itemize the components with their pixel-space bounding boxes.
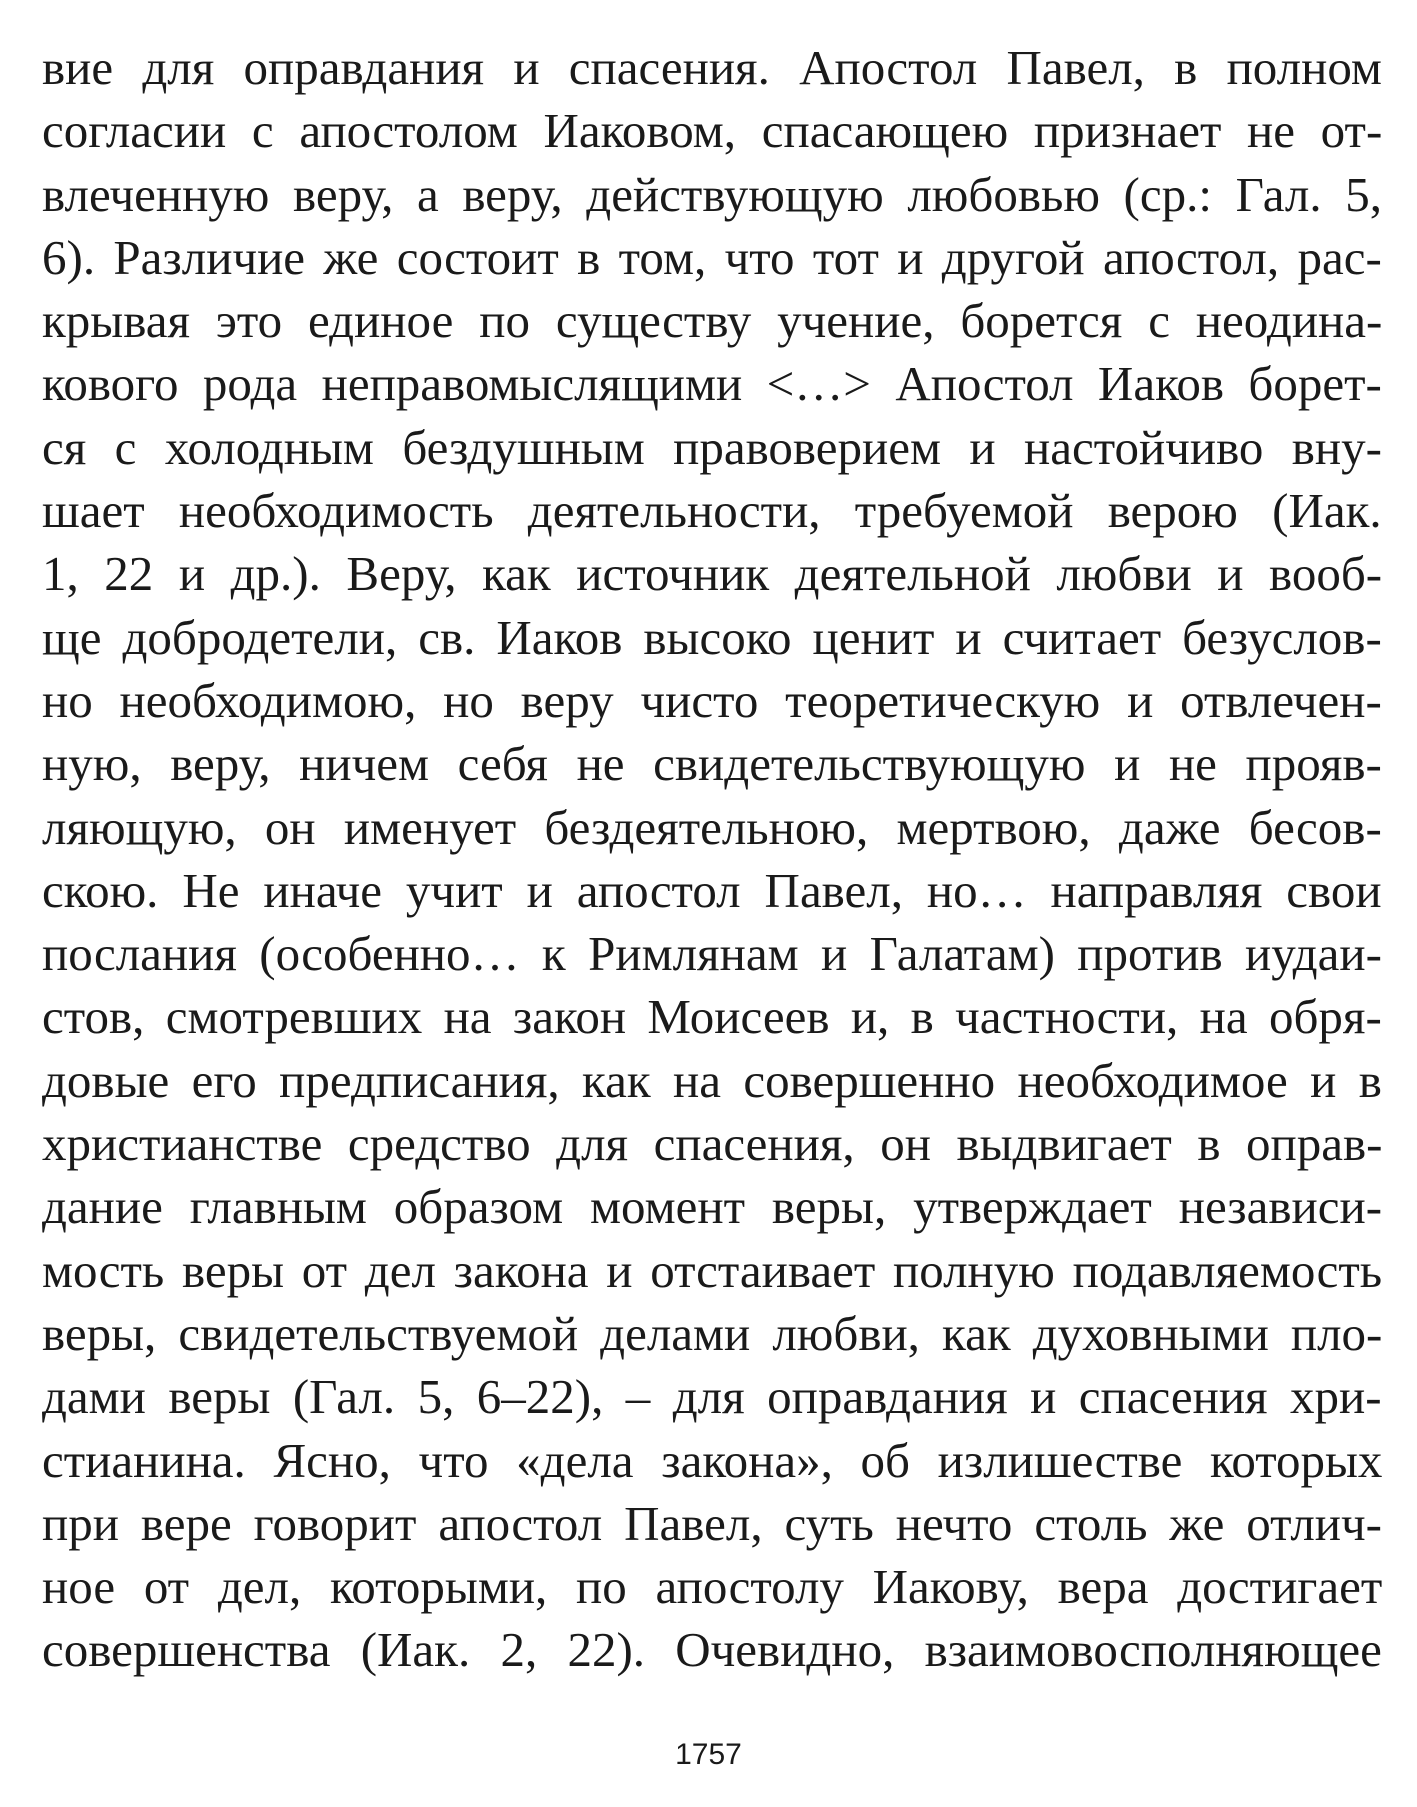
page-text-block bbox=[42, 36, 1382, 1682]
text-line: стианина. Ясно, что «дела закона», об излишестве которых bbox=[42, 1432, 1383, 1488]
text-line: при вере говорит апостол Павел, суть нечто столь же отлич- bbox=[42, 1495, 1382, 1551]
text-line: ще добродетели, св. Иаков высоко ценит и считает безуслов- bbox=[42, 609, 1382, 665]
text-line: послания (особенно… к Римлянам и Галатам) против иудаи- bbox=[42, 926, 1382, 982]
text-line: скою. Не иначе учит и апостол Павел, но… направляя свои bbox=[42, 862, 1382, 918]
text-line: кового рода неправомыслящими <…> Апостол Иаков борет- bbox=[42, 356, 1382, 412]
text-line: дание главным образом момент веры, утверждает независи- bbox=[42, 1179, 1383, 1235]
text-line: шает необходимость деятельности, требуемой верою (Иак. bbox=[42, 483, 1382, 539]
text-line: довые его предписания, как на совершенно необходимое и в bbox=[42, 1052, 1382, 1108]
page-number: 1757 bbox=[675, 1738, 742, 1771]
text-line: ное от дел, которыми, по апостолу Иакову, вера достигает bbox=[42, 1559, 1383, 1615]
text-line: ся с холодным бездушным правоверием и настойчиво вну- bbox=[42, 419, 1382, 475]
text-line: дами веры (Гал. 5, 6–22), – для оправдания и спасения хри- bbox=[42, 1369, 1382, 1425]
text-line: стов, смотревших на закон Моисеев и, в частности, на обря- bbox=[42, 989, 1382, 1045]
text-line: влеченную веру, а веру, действующую любовью (ср.: Гал. 5, bbox=[42, 166, 1382, 222]
text-line: христианстве средство для спасения, он выдвигает в оправ- bbox=[42, 1116, 1383, 1172]
text-line: но необходимою, но веру чисто теоретическую и отвлечен- bbox=[42, 672, 1382, 728]
text-line: ляющую, он именует бездеятельною, мертвою, даже бесов- bbox=[42, 799, 1382, 855]
text-line: 6). Различие же состоит в том, что тот и другой апостол, рас- bbox=[42, 229, 1382, 285]
text-line: мость веры от дел закона и отстаивает полную подавляемость bbox=[42, 1242, 1383, 1298]
text-line: согласии с апостолом Иаковом, спасающею признает не от- bbox=[42, 103, 1383, 159]
text-line: 1, 22 и др.). Веру, как источник деятельной любви и вооб- bbox=[42, 546, 1383, 602]
text-line: крывая это единое по существу учение, борется с неодина- bbox=[42, 293, 1383, 349]
text-line: вие для оправдания и спасения. Апостол Павел, в полном bbox=[42, 40, 1382, 95]
text-line: совершенства (Иак. 2, 22). Очевидно, взаимовосполняющее bbox=[42, 1622, 1382, 1678]
text-line: ную, веру, ничем себя не свидетельствующую и не прояв- bbox=[42, 736, 1382, 792]
text-line: веры, свидетельствуемой делами любви, как духовными пло- bbox=[42, 1305, 1383, 1361]
